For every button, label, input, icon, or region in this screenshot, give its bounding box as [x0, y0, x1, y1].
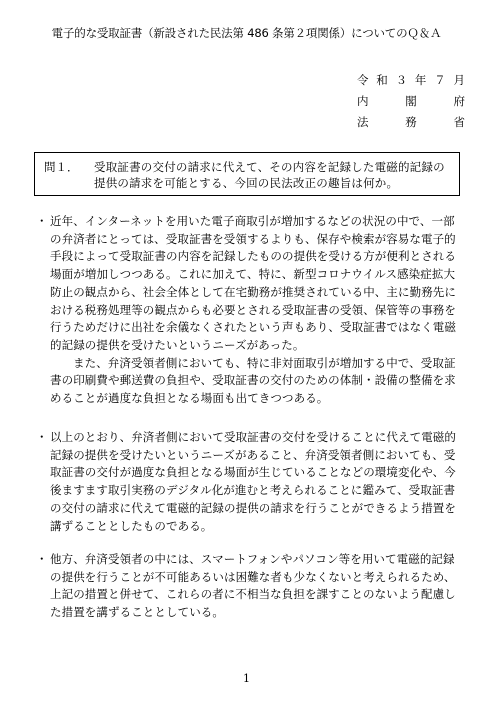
- issuer-ministry-of-justice: [357, 112, 465, 133]
- answer-section-1: [36, 213, 460, 408]
- issue-date: [357, 70, 465, 91]
- bullet-mark: ・: [36, 214, 48, 228]
- issue-date-char: ７: [434, 73, 446, 87]
- answer-paragraph: 他方、弁済受領者の中には、スマートフォンやパソコン等を用いて電磁的記録の提供を行うことが不可能あるいは困難な者も少なくないと考えられるため、上記の措置と併せて、これらの者に不相当な負担を課すことのないよう配慮した措置を講ずることとしている。: [50, 552, 456, 620]
- issuer-cabinet-office: [357, 91, 465, 112]
- issue-date-char: 年: [414, 73, 427, 87]
- issuer-char: 省: [453, 115, 465, 129]
- document-title: 電子的な受取証書（新設された民法第 486 条第２項関係）についてのＱ＆Ａ: [51, 26, 442, 40]
- answer-section-2: [36, 429, 460, 535]
- answer-section-3: [36, 551, 460, 622]
- issuer-char: 法: [357, 115, 369, 129]
- issuer-char: 内: [357, 94, 369, 108]
- bullet-mark: ・: [36, 552, 48, 566]
- question-box: [34, 152, 460, 196]
- answer-paragraph-continuation: また、弁済受領者側においても、特に非対面取引が増加する中で、受取証書の印刷費や郵送費の負担や、受取証書の交付のための体制・設備の整備を求めることが過度な負担となる場面も出てきつつある。: [50, 355, 456, 406]
- page-number: 1: [243, 672, 250, 685]
- issuer-char: 府: [453, 94, 465, 108]
- question-text: 受取証書の交付の請求に代えて、その内容を記録した電磁的記録の提供の請求を可能とする、今回の民法改正の趣旨は何か。: [94, 160, 445, 190]
- issuer-block: [357, 70, 465, 133]
- issuer-char: 務: [405, 115, 417, 129]
- issue-date-char: 令: [357, 73, 369, 87]
- issue-date-char: ３: [395, 73, 408, 87]
- answer-paragraph: 以上のとおり、弁済者側において受取証書の交付を受けることに代えて電磁的記録の提供を受けたいというニーズがあること、弁済受領者側においても、受取証書の交付が過度な負担となる場面が生じていることなどの環境変化や、今後ますます取引実務のデジタル化が進むと考えられることに鑑みて、受取証書の交付の請求に代えて電磁的記録の提供の請求を行うことができるよう措置を講ずることとしたものである。: [50, 430, 456, 533]
- issue-date-char: 月: [453, 73, 465, 87]
- question-label: 問１．: [44, 160, 79, 174]
- issue-date-char: 和: [376, 73, 388, 87]
- bullet-mark: ・: [36, 430, 48, 444]
- answer-paragraph: 近年、インターネットを用いた電子商取引が増加するなどの状況の中で、一部の弁済者にとっては、受取証書を受領するよりも、保存や検索が容易な電子的手段によって受取証書の内容を記録したものの提供を受ける方が便利とされる場面が増加しつつある。これに加えて、特に、新型コロナウイルス感染症拡大防止の観点から、社会全体として在宅勤務が推奨されている中、主に勤務先における税務処理等の観点からも必要とされる受取証書の受領、保管等の事務を行うためだけに出社を余儀なくされたという声もあり、受取証書ではなく電磁的記録の提供を受けたいというニーズがあった。: [50, 214, 456, 352]
- issuer-char: 閣: [405, 94, 417, 108]
